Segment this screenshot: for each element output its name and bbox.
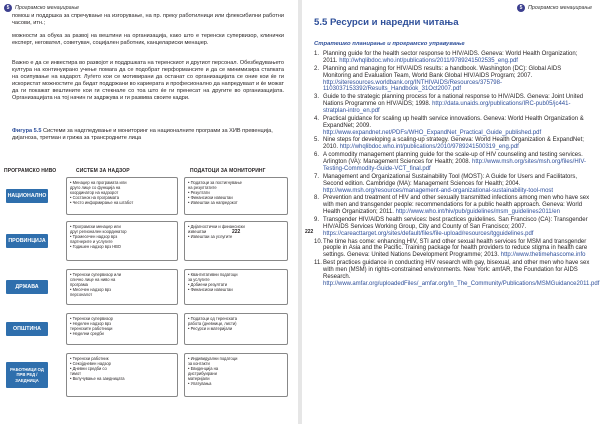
system-box <box>66 269 178 305</box>
system-line: тимот <box>70 371 82 377</box>
reference-number: 10. <box>314 238 323 245</box>
reference-number: 11. <box>314 260 322 267</box>
reference-list <box>314 51 600 289</box>
reference-item <box>314 66 590 94</box>
reference-text: Planning guide for the health sector response to HIV/AIDS. Geneva: World Health Organization; 2011. <box>323 51 578 64</box>
reference-link[interactable]: http://whqlibdoc.who.int/publications/2011/9789241502535_eng.pdf <box>339 57 518 64</box>
reference-text: Management and Organizational Sustainability Tool (MOST): A Guide for Users and Facilitators, Second edition. Cambridge (MA): Management Sciences for Health; 2004. <box>323 173 578 187</box>
reference-link[interactable]: http://www.amfar.org/uploadedFiles/_amfar.org/In_The_Community/Publications/MSMGuidance2011.pdf <box>323 280 600 287</box>
section-title: 5.5 Ресурси и наредни читања <box>314 17 459 28</box>
right-page <box>302 0 600 424</box>
reference-number: 9. <box>314 216 320 223</box>
data-box <box>184 269 288 305</box>
system-line: партнерите и услугите <box>70 239 113 245</box>
system-box <box>66 177 178 215</box>
system-box <box>66 353 178 397</box>
running-header <box>517 3 592 12</box>
data-line: извештаи <box>188 229 207 235</box>
reference-item <box>314 137 590 151</box>
system-line: • Вклучување на заедницата <box>70 376 125 382</box>
reference-item <box>314 195 590 216</box>
level-label: ДРЖАВА <box>6 280 48 294</box>
reference-number: 5. <box>314 137 320 144</box>
running-header-title: Програмско менаџирање <box>527 4 592 11</box>
system-line: • Секојдневен надзор <box>70 361 111 367</box>
reference-link[interactable]: http://www.who.int/hiv/pub/guidelines/msm_guidelines2011/en <box>395 209 560 216</box>
reference-text: Transgender HIV/AIDS health services: best practices guidelines. San Francisco (CA): Transgender HIV/AIDS Services Working Group, City and County of San Francisco; 2007. <box>323 216 588 230</box>
system-line: • Дневни средби со <box>70 366 107 372</box>
system-line: програма <box>70 282 88 288</box>
level-label: ПРОВИНЦИЈА <box>6 234 48 248</box>
system-line: • Често информирање на штабот <box>70 200 134 206</box>
reference-item <box>314 239 590 260</box>
data-line: • Извештаи за напредокот <box>188 200 238 206</box>
body-paragraph: можности за обука за развој на вештини на организација, како што е теренски супервизор, клинички експерт, неговател, советувач, социјален работник, канцелариски менаџер. <box>12 33 284 46</box>
system-line: • Месечен надзор врз <box>70 287 112 293</box>
subsection-heading: Стратешко планирање и програмско управување <box>314 41 465 47</box>
reference-text: Nine steps for developing a scaling-up strategy. Geneva: World Health Organization & ExpandNet; 2010. <box>323 137 584 151</box>
running-header-title: Програмско менаџирање <box>15 4 80 11</box>
system-line: персоналот <box>70 292 93 298</box>
system-line: • Програмски менаџер или <box>70 224 121 229</box>
chapter-badge: 5 <box>4 4 12 12</box>
reference-text: Planning and managing for HIV/AIDS results: a handbook. Washington (DC): Global AIDS Monitoring and Evaluation Team, World Bank Global HIV/AIDS Program; 2007. <box>323 65 562 79</box>
data-line: за услугите <box>188 277 210 283</box>
body-paragraph: Важно е да се инвестира во развојот и поддршката на теренскиот и другиот персонал. Обезбедувањето култура на континуирано учење помага да се подобрат перформансите и да се минимизира стапката на осипување на кадарот. Луѓето кои се мотивирани да останат со организацијата се оние кои ќе ги искористат можностите да бидат поддржани во кариерата и професионално да напредуваат и ќе можат да ги покажат вештините кои ги стекнале со тоа што ќе ги пренесат на другите во организацијата. Организацијата на тој начин ги задржува и ги развива своите кадри. <box>12 60 284 101</box>
system-line: • Тромесечен надзор врз <box>70 234 118 240</box>
system-line: • Теренски супервизор <box>70 316 113 321</box>
data-line: материјали <box>188 376 210 382</box>
reference-text: Practical guidance for scaling up health service innovations. Geneva: World Health Organization & ExpandNet; 2009. <box>323 115 584 129</box>
data-line: • Извештаи за услугите <box>188 234 233 240</box>
reference-link[interactable]: http://www.thetimehascome.info <box>500 252 586 259</box>
page-number: 222 <box>305 229 314 235</box>
reference-text: Guide to the strategic planning process for a national response to HIV/AIDS. Geneva: Joint United Nations Programme on HIV/AIDS; 1998. <box>323 94 584 108</box>
body-paragraph: помош и поддршка за спречување на изгорување, на пр. преку работилници или флексибилни работни часови, итн.; <box>12 13 284 26</box>
system-line: теренските работници <box>70 326 113 332</box>
data-line: • Индивидуални податоци <box>188 356 238 361</box>
monitoring-diagram <box>0 168 298 404</box>
running-header <box>4 3 79 12</box>
reference-link[interactable]: http://www.expandnet.net/PDFs/WHO_ExpandNet_Practical_Guide_published.pdf <box>323 129 542 136</box>
system-line: слично лице на ниво на <box>70 277 116 283</box>
system-line: • Годишен надзор врз НВО <box>70 244 121 250</box>
reference-item <box>314 116 590 137</box>
data-line: • Дијагностички и финансиски <box>188 224 245 229</box>
column-header-system: СИСТЕМ ЗА НАДЗОР <box>76 168 130 174</box>
level-label: РАБОТНИЦИ ОД ПРВ РЕД / ЗАЕДНИЦА <box>6 362 48 388</box>
system-line: • Состанок на програмата <box>70 195 120 201</box>
figure-caption <box>12 128 284 142</box>
reference-text: Best practices guidance in conducting HIV research with gay, bisexual, and other men who have sex with men (MSM) in rights-constrained environments. New York: amfAR, the Foundation for AIDS Research. <box>323 260 590 280</box>
reference-item <box>314 51 590 65</box>
level-label: НАЦИОНАЛНО <box>6 189 48 203</box>
data-line: • Финансиски извештаи <box>188 287 233 293</box>
data-line: • Податоци од теренската <box>188 316 238 321</box>
reference-item <box>314 174 590 195</box>
chapter-badge: 5 <box>517 4 525 12</box>
figure-label: Фигура 5.5 <box>12 128 42 134</box>
reference-number: 2. <box>314 65 320 72</box>
reference-number: 8. <box>314 195 320 202</box>
system-box <box>66 221 178 261</box>
data-line: • Финансиски извештаи <box>188 195 233 201</box>
column-header-level: ПРОГРАМСКО НИВО <box>4 168 57 174</box>
data-line: • Квантитативни податоци <box>188 272 238 277</box>
reference-number: 4. <box>314 115 320 122</box>
reference-number: 6. <box>314 152 320 159</box>
reference-text: Prevention and treatment of HIV and other sexually transmitted infections among men who have sex with men and transgender people: recommendations for a public health approach. Geneva: World Health Organization; 2011. <box>323 195 590 216</box>
data-box <box>184 221 288 261</box>
reference-link[interactable]: http://www.msh.org/resources/management-and-organizational-sustainability-tool-most <box>323 187 554 194</box>
reference-item <box>314 217 590 238</box>
left-page <box>0 0 298 424</box>
data-box <box>184 177 288 215</box>
data-line: • Резултати <box>188 190 210 196</box>
data-line: • Ресурси и материјали <box>188 326 233 332</box>
reference-item <box>314 152 590 173</box>
system-box <box>66 313 178 345</box>
data-box <box>184 313 288 345</box>
system-line: • Теренски супервизор или <box>70 272 122 277</box>
reference-link[interactable]: http://www.msh.org/sites/msh.org/files/HIV-Testing-Commodity-Guide-VCT_final.pdf <box>323 159 587 172</box>
system-line: друг регионален координатор <box>70 229 127 235</box>
reference-text: A commodity management planning guide for the scale-up of HIV counseling and testing services. Arlington (VA): Management Sciences for Health; 2008. <box>323 152 583 166</box>
system-line: • Теренски работник <box>70 356 109 361</box>
data-line: дистрибуирани <box>188 371 217 377</box>
reference-link[interactable]: https://careacttarget.org/sites/default/files/file-upload/resources/tgguidelines.pdf <box>323 230 534 237</box>
data-line: на резултатите <box>188 185 217 191</box>
data-line: • Евиденција на <box>188 366 219 372</box>
system-line: координатор на надзорот <box>70 190 119 196</box>
column-header-data: ПОДАТОЦИ ЗА МОНИТОРИНГ <box>190 168 266 174</box>
page-number: 222 <box>232 229 241 235</box>
reference-link[interactable]: http://whqlibdoc.who.int/publications/2010/9789241500319_eng.pdf <box>339 144 519 151</box>
system-line: • Неделни средби <box>70 331 104 337</box>
reference-link[interactable]: http://data.unaids.org/publications/IRC-pub05/jc441-stratplan-intro_en.pdf <box>323 101 571 115</box>
figure-caption-text: Системи за надгледување и мониторинг на националните програми за ХИВ превенција, дијагноза, третман и грижа за трансродните лица <box>12 128 273 141</box>
reference-text: The time has come: enhancing HIV, STI and other sexual health services for MSM and transgender people in Asia and the Pacific. Training package for health providers to reduce stigma in health care settings. Geneva: United Nations Development Programme; 2013. <box>323 238 588 259</box>
reference-number: 1. <box>314 51 320 57</box>
data-line: работа (дневници, листи) <box>188 321 237 327</box>
reference-number: 7. <box>314 173 320 180</box>
reference-item <box>314 260 600 288</box>
data-line: • Податоци за постигнување <box>188 180 242 185</box>
data-line: • Упатувања <box>188 381 212 387</box>
system-line: • Менаџер на програмата или <box>70 180 127 185</box>
system-line: • Неделен надзор врз <box>70 321 112 327</box>
system-line: друго лице со функција на <box>70 185 121 191</box>
data-line: за контакти <box>188 361 210 367</box>
data-box <box>184 353 288 397</box>
reference-number: 3. <box>314 94 320 101</box>
level-label: ОПШТИНА <box>6 322 48 336</box>
reference-item <box>314 94 590 115</box>
data-line: • Добиени резултати <box>188 282 228 288</box>
reference-link[interactable]: http://siteresources.worldbank.org/INTHIVAIDS/Resources/375798-1103037153392/Results_Handbook_31Oct2007.pdf <box>323 79 502 93</box>
